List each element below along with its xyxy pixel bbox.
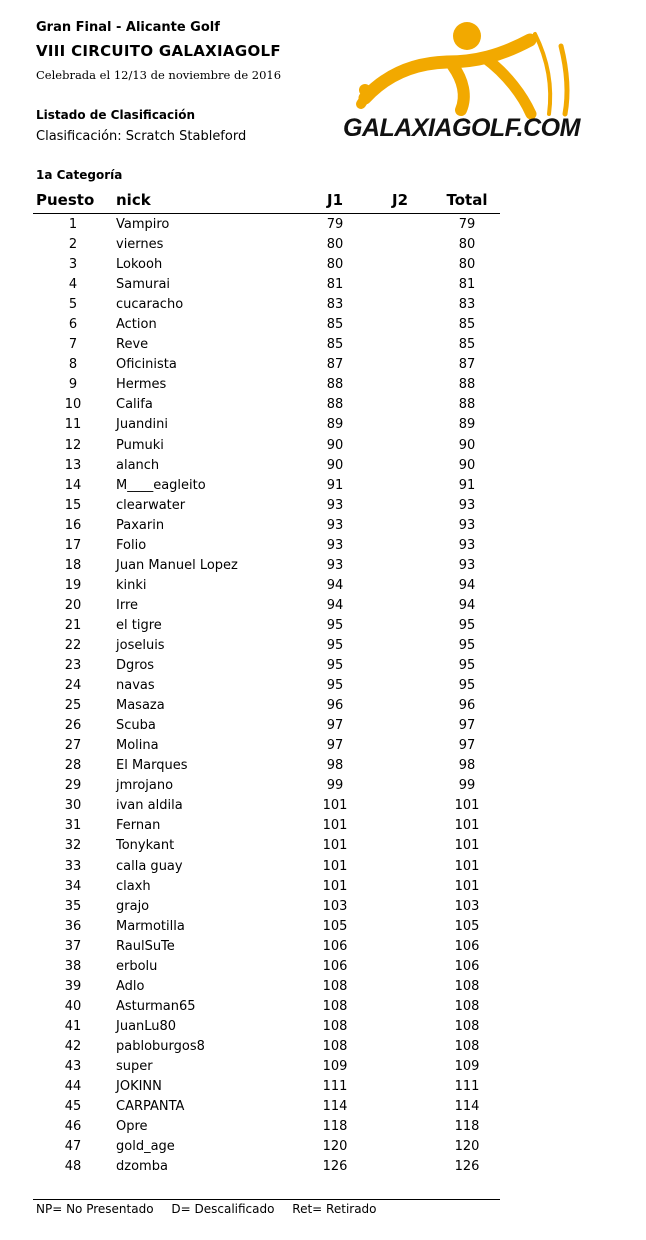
j1-score-cell: 108 <box>322 978 348 994</box>
nick-cell: el tigre <box>116 617 162 633</box>
table-row <box>0 1157 646 1177</box>
total-score-cell: 101 <box>454 798 480 814</box>
table-row <box>0 576 646 596</box>
nick-cell: Irre <box>116 597 139 613</box>
position-cell: 46 <box>64 1119 82 1135</box>
table-row <box>0 616 646 636</box>
j1-score-cell: 106 <box>322 958 348 974</box>
table-row <box>0 756 646 776</box>
total-score-cell: 95 <box>458 658 476 674</box>
galaxiagolf-logo <box>335 18 595 153</box>
position-cell: 35 <box>64 898 82 914</box>
j1-score-cell: 94 <box>326 577 344 593</box>
nick-cell: Califa <box>116 397 153 413</box>
total-score-cell: 88 <box>458 397 476 413</box>
j1-score-cell: 99 <box>326 778 344 794</box>
j1-score-cell: 83 <box>326 297 344 313</box>
column-header-nick: nick <box>116 191 151 209</box>
total-score-cell: 93 <box>458 497 476 513</box>
nick-cell: Reve <box>116 337 149 353</box>
total-score-cell: 90 <box>458 437 476 453</box>
position-cell: 23 <box>64 658 82 674</box>
total-score-cell: 93 <box>458 537 476 553</box>
position-cell: 1 <box>68 217 78 232</box>
column-header-j2: J2 <box>391 191 409 209</box>
total-score-cell: 118 <box>454 1119 480 1135</box>
total-score-cell: 109 <box>454 1058 480 1074</box>
event-date: Celebrada el 12/13 de noviembre de 2016 <box>36 68 282 82</box>
j1-score-cell: 118 <box>322 1119 348 1135</box>
total-score-cell: 90 <box>458 457 476 473</box>
table-header <box>36 191 500 211</box>
nick-cell: super <box>116 1058 153 1074</box>
total-score-cell: 96 <box>458 698 476 714</box>
nick-cell: RaulSuTe <box>116 938 175 954</box>
j1-score-cell: 101 <box>322 838 348 854</box>
table-row <box>0 1137 646 1157</box>
table-row <box>0 917 646 937</box>
column-header-puesto: Puesto <box>36 191 95 209</box>
table-row <box>0 796 646 816</box>
table-row <box>0 315 646 335</box>
nick-cell: Paxarin <box>116 517 165 533</box>
position-cell: 3 <box>68 257 78 273</box>
j1-score-cell: 108 <box>322 998 348 1014</box>
total-score-cell: 91 <box>458 477 476 493</box>
nick-cell: dzomba <box>116 1159 168 1175</box>
table-row <box>0 897 646 917</box>
nick-cell: Adlo <box>116 978 145 994</box>
total-score-cell: 81 <box>458 277 476 293</box>
total-score-cell: 108 <box>454 1018 480 1034</box>
category-title: 1a Categoría <box>36 168 123 182</box>
nick-cell: grajo <box>116 898 150 914</box>
total-score-cell: 103 <box>454 898 480 914</box>
nick-cell: Samurai <box>116 277 171 293</box>
total-score-cell: 93 <box>458 557 476 573</box>
table-row <box>0 1117 646 1137</box>
nick-cell: Juan Manuel Lopez <box>116 557 238 573</box>
position-cell: 15 <box>64 497 82 513</box>
table-row <box>0 395 646 415</box>
total-score-cell: 94 <box>458 577 476 593</box>
nick-cell: CARPANTA <box>116 1099 185 1115</box>
table-row <box>0 1037 646 1057</box>
nick-cell: Oficinista <box>116 357 177 373</box>
j1-score-cell: 80 <box>326 257 344 273</box>
nick-cell: erbolu <box>116 958 158 974</box>
table-row <box>0 375 646 395</box>
position-cell: 34 <box>64 878 82 894</box>
j1-score-cell: 90 <box>326 437 344 453</box>
position-cell: 21 <box>64 617 82 633</box>
position-cell: 47 <box>64 1139 82 1155</box>
table-row <box>0 937 646 957</box>
nick-cell: Scuba <box>116 718 156 734</box>
total-score-cell: 126 <box>454 1159 480 1175</box>
table-row <box>0 977 646 997</box>
j1-score-cell: 81 <box>326 277 344 293</box>
table-row <box>0 836 646 856</box>
j1-score-cell: 95 <box>326 658 344 674</box>
nick-cell: Juandini <box>116 417 168 433</box>
nick-cell: Lokooh <box>116 257 163 273</box>
nick-cell: Opre <box>116 1119 148 1135</box>
nick-cell: navas <box>116 678 155 694</box>
total-score-cell: 87 <box>458 357 476 373</box>
position-cell: 36 <box>64 918 82 934</box>
list-title: Listado de Clasificación <box>36 108 196 122</box>
total-score-cell: 106 <box>454 958 480 974</box>
footer-divider <box>33 1199 500 1200</box>
table-row <box>0 656 646 676</box>
classification-type: Clasificación: Scratch Stableford <box>36 129 247 144</box>
total-score-cell: 95 <box>458 678 476 694</box>
table-row <box>0 716 646 736</box>
total-score-cell: 101 <box>454 818 480 834</box>
table-row <box>0 235 646 255</box>
j1-score-cell: 93 <box>326 557 344 573</box>
table-row <box>0 877 646 897</box>
table-row <box>0 275 646 295</box>
nick-cell: Tonykant <box>116 838 175 854</box>
j1-score-cell: 87 <box>326 357 344 373</box>
nick-cell: pabloburgos8 <box>116 1038 205 1054</box>
position-cell: 2 <box>68 237 78 253</box>
total-score-cell: 88 <box>458 377 476 393</box>
event-title: VIII CIRCUITO GALAXIAGOLF <box>36 42 281 60</box>
position-cell: 28 <box>64 758 82 774</box>
table-row <box>0 1077 646 1097</box>
j1-score-cell: 126 <box>322 1159 348 1175</box>
nick-cell: Masaza <box>116 698 165 714</box>
total-score-cell: 105 <box>454 918 480 934</box>
position-cell: 39 <box>64 978 82 994</box>
nick-cell: cucaracho <box>116 297 184 313</box>
total-score-cell: 108 <box>454 998 480 1014</box>
position-cell: 41 <box>64 1018 82 1034</box>
j1-score-cell: 85 <box>326 337 344 353</box>
position-cell: 5 <box>68 297 78 313</box>
table-row <box>0 957 646 977</box>
table-row <box>0 776 646 796</box>
table-row <box>0 295 646 315</box>
nick-cell: JuanLu80 <box>116 1018 177 1034</box>
position-cell: 43 <box>64 1058 82 1074</box>
position-cell: 6 <box>68 317 78 333</box>
position-cell: 31 <box>64 818 82 834</box>
position-cell: 45 <box>64 1099 82 1115</box>
j1-score-cell: 101 <box>322 798 348 814</box>
total-score-cell: 95 <box>458 637 476 653</box>
table-row <box>0 496 646 516</box>
position-cell: 22 <box>64 637 82 653</box>
nick-cell: clearwater <box>116 497 186 513</box>
j1-score-cell: 106 <box>322 938 348 954</box>
legend-d: D= Descalificado <box>171 1202 275 1216</box>
table-row <box>0 1097 646 1117</box>
position-cell: 17 <box>64 537 82 553</box>
total-score-cell: 106 <box>454 938 480 954</box>
total-score-cell: 85 <box>458 317 476 333</box>
total-score-cell: 85 <box>458 337 476 353</box>
nick-cell: Asturman65 <box>116 998 196 1014</box>
nick-cell: alanch <box>116 457 160 473</box>
position-cell: 40 <box>64 998 82 1014</box>
position-cell: 48 <box>64 1159 82 1175</box>
total-score-cell: 80 <box>458 237 476 253</box>
total-score-cell: 97 <box>458 738 476 754</box>
table-row <box>0 636 646 656</box>
nick-cell: gold_age <box>116 1139 175 1155</box>
nick-cell: Folio <box>116 537 147 553</box>
position-cell: 33 <box>64 858 82 874</box>
total-score-cell: 94 <box>458 597 476 613</box>
position-cell: 10 <box>64 397 82 413</box>
table-row <box>0 436 646 456</box>
total-score-cell: 108 <box>454 978 480 994</box>
total-score-cell: 79 <box>458 217 476 232</box>
total-score-cell: 101 <box>454 858 480 874</box>
j1-score-cell: 91 <box>326 477 344 493</box>
j1-score-cell: 97 <box>326 738 344 754</box>
table-row <box>0 1057 646 1077</box>
j1-score-cell: 97 <box>326 718 344 734</box>
table-row <box>0 415 646 435</box>
total-score-cell: 120 <box>454 1139 480 1155</box>
position-cell: 27 <box>64 738 82 754</box>
position-cell: 13 <box>64 457 82 473</box>
nick-cell: viernes <box>116 237 164 253</box>
j1-score-cell: 103 <box>322 898 348 914</box>
total-score-cell: 80 <box>458 257 476 273</box>
j1-score-cell: 79 <box>326 217 344 232</box>
j1-score-cell: 80 <box>326 237 344 253</box>
position-cell: 9 <box>68 377 78 393</box>
j1-score-cell: 109 <box>322 1058 348 1074</box>
j1-score-cell: 120 <box>322 1139 348 1155</box>
footer-legend <box>36 1202 391 1216</box>
table-row <box>0 736 646 756</box>
j1-score-cell: 101 <box>322 818 348 834</box>
position-cell: 20 <box>64 597 82 613</box>
logo-text: GALAXIAGOLF.COM <box>343 114 580 142</box>
j1-score-cell: 101 <box>322 858 348 874</box>
j1-score-cell: 108 <box>322 1018 348 1034</box>
table-row <box>0 335 646 355</box>
total-score-cell: 101 <box>454 878 480 894</box>
position-cell: 4 <box>68 277 78 293</box>
j1-score-cell: 98 <box>326 758 344 774</box>
j1-score-cell: 95 <box>326 678 344 694</box>
position-cell: 19 <box>64 577 82 593</box>
position-cell: 38 <box>64 958 82 974</box>
position-cell: 32 <box>64 838 82 854</box>
total-score-cell: 99 <box>458 778 476 794</box>
total-score-cell: 83 <box>458 297 476 313</box>
position-cell: 37 <box>64 938 82 954</box>
table-row <box>0 456 646 476</box>
table-row <box>0 556 646 576</box>
position-cell: 25 <box>64 698 82 714</box>
total-score-cell: 101 <box>454 838 480 854</box>
position-cell: 16 <box>64 517 82 533</box>
j1-score-cell: 88 <box>326 397 344 413</box>
total-score-cell: 95 <box>458 617 476 633</box>
position-cell: 7 <box>68 337 78 353</box>
j1-score-cell: 90 <box>326 457 344 473</box>
table-row <box>0 476 646 496</box>
position-cell: 8 <box>68 357 78 373</box>
j1-score-cell: 89 <box>326 417 344 433</box>
legend-ret: Ret= Retirado <box>292 1202 377 1216</box>
column-header-total: Total <box>446 191 488 209</box>
nick-cell: Dgros <box>116 658 155 674</box>
j1-score-cell: 85 <box>326 317 344 333</box>
nick-cell: Hermes <box>116 377 167 393</box>
nick-cell: Marmotilla <box>116 918 185 934</box>
position-cell: 26 <box>64 718 82 734</box>
nick-cell: Action <box>116 317 157 333</box>
table-row <box>0 857 646 877</box>
table-row <box>0 255 646 275</box>
j1-score-cell: 95 <box>326 617 344 633</box>
total-score-cell: 97 <box>458 718 476 734</box>
classification-table <box>0 215 646 1177</box>
total-score-cell: 114 <box>454 1099 480 1115</box>
table-row <box>0 215 646 235</box>
table-row <box>0 1017 646 1037</box>
nick-cell: kinki <box>116 577 147 593</box>
nick-cell: JOKINN <box>116 1079 162 1095</box>
total-score-cell: 98 <box>458 758 476 774</box>
position-cell: 24 <box>64 678 82 694</box>
table-row <box>0 696 646 716</box>
total-score-cell: 93 <box>458 517 476 533</box>
j1-score-cell: 105 <box>322 918 348 934</box>
legend-np: NP= No Presentado <box>36 1202 154 1216</box>
nick-cell: claxh <box>116 878 151 894</box>
column-header-j1: J1 <box>326 191 344 209</box>
table-row <box>0 676 646 696</box>
position-cell: 11 <box>64 417 82 433</box>
nick-cell: joseluis <box>116 637 165 653</box>
total-score-cell: 89 <box>458 417 476 433</box>
j1-score-cell: 101 <box>322 878 348 894</box>
table-row <box>0 997 646 1017</box>
j1-score-cell: 108 <box>322 1038 348 1054</box>
j1-score-cell: 96 <box>326 698 344 714</box>
position-cell: 12 <box>64 437 82 453</box>
nick-cell: ivan aldila <box>116 798 183 814</box>
nick-cell: M____eagleito <box>116 477 206 493</box>
j1-score-cell: 93 <box>326 537 344 553</box>
table-row <box>0 355 646 375</box>
j1-score-cell: 93 <box>326 517 344 533</box>
j1-score-cell: 114 <box>322 1099 348 1115</box>
table-row <box>0 816 646 836</box>
nick-cell: Fernan <box>116 818 161 834</box>
position-cell: 14 <box>64 477 82 493</box>
table-row <box>0 596 646 616</box>
nick-cell: Molina <box>116 738 159 754</box>
table-row <box>0 516 646 536</box>
j1-score-cell: 111 <box>322 1079 348 1095</box>
header-divider <box>33 213 500 214</box>
position-cell: 44 <box>64 1079 82 1095</box>
table-row <box>0 536 646 556</box>
j1-score-cell: 94 <box>326 597 344 613</box>
nick-cell: Vampiro <box>116 217 170 232</box>
nick-cell: Pumuki <box>116 437 164 453</box>
position-cell: 18 <box>64 557 82 573</box>
j1-score-cell: 88 <box>326 377 344 393</box>
total-score-cell: 111 <box>454 1079 480 1095</box>
nick-cell: El Marques <box>116 758 188 774</box>
total-score-cell: 108 <box>454 1038 480 1054</box>
j1-score-cell: 93 <box>326 497 344 513</box>
nick-cell: jmrojano <box>116 778 174 794</box>
position-cell: 29 <box>64 778 82 794</box>
position-cell: 42 <box>64 1038 82 1054</box>
event-subtitle: Gran Final - Alicante Golf <box>36 20 220 35</box>
position-cell: 30 <box>64 798 82 814</box>
j1-score-cell: 95 <box>326 637 344 653</box>
nick-cell: calla guay <box>116 858 183 874</box>
